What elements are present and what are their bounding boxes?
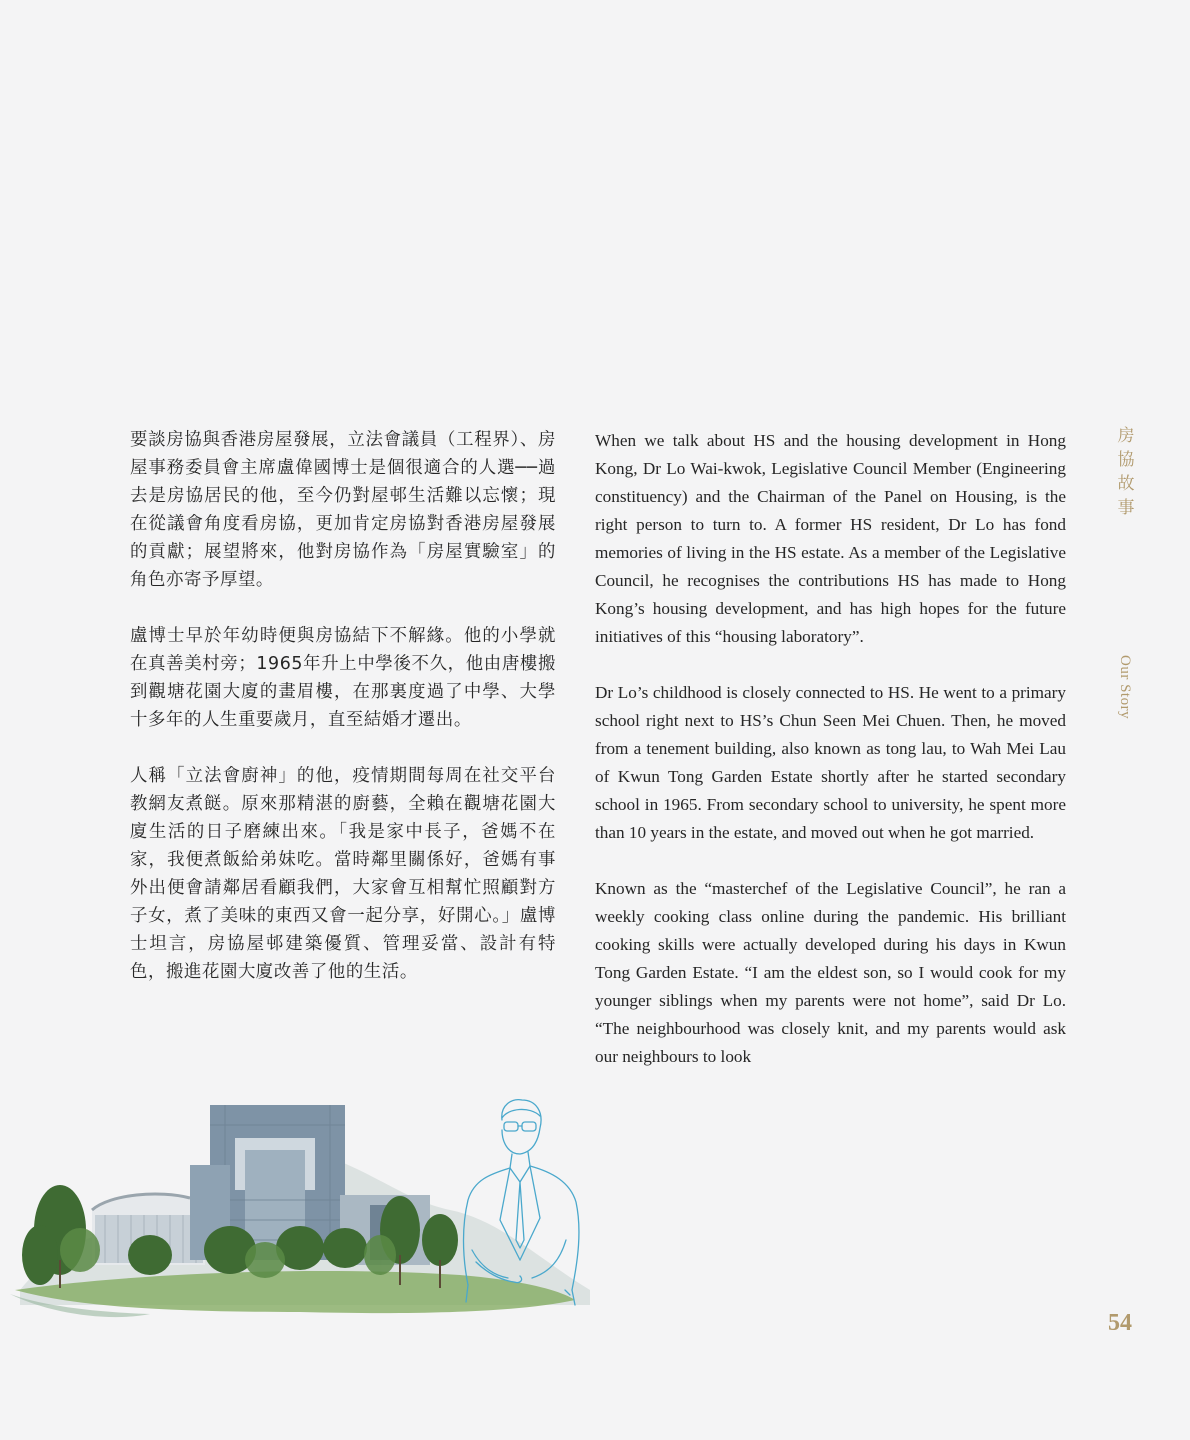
en-paragraph-2: Dr Lo’s childhood is closely connected to HS. He went to a primary school right next to HS’s Chun Seen Mei Chuen. Then, he moved from a tenement building, also known as tong lau, to Wah Mei Lau of Kwun Tong Garden Estate shortly after he started secondary school in 1965. From secondary school to university, he spent more than 10 years in the estate, and moved out when he got married.	[595, 683, 1066, 842]
zh-paragraph-1: 要談房協與香港房屋發展，立法會議員（工程界）、房屋事務委員會主席盧偉國博士是個很適合的人選──過去是房協居民的他，至今仍對屋邨生活難以忘懷；現在從議會角度看房協，更加肯定房協對香港房屋發展的貢獻；展望將來，他對房協作為「房屋實驗室」的角色亦寄予厚望。	[130, 430, 556, 590]
zh-paragraph-2: 盧博士早於年幼時便與房協結下不解緣。他的小學就在真善美村旁；1965年升上中學後不久，他由唐樓搬到觀塘花園大廈的畫眉樓，在那裏度過了中學、大學十多年的人生重要歲月，直至結婚才遷出。	[130, 626, 556, 730]
zh-paragraph-3: 人稱「立法會廚神」的他，疫情期間每周在社交平台教網友煮餸。原來那精湛的廚藝，全賴在觀塘花園大廈生活的日子磨練出來。「我是家中長子，爸媽不在家，我便煮飯給弟妹吃。當時鄰里關係好，爸媽有事外出便會請鄰居看顧我們，大家會互相幫忙照顧對方子女，煮了美味的東西又會一起分享，好開心。」盧博士坦言，房協屋邨建築優質、管理妥當、設計有特色，搬進花園大廈改善了他的生活。	[130, 766, 556, 982]
legco-building-illustration	[0, 1090, 600, 1330]
en-paragraph-3: Known as the “masterchef of the Legislative Council”, he ran a weekly cooking class online during the pandemic. His brilliant cooking skills were actually developed during his days in Kwun Tong Garden Estate. “I am the eldest son, so I would cook for my younger siblings when my parents were not home”, said Dr Lo. “The neighbourhood was closely knit, and my parents would ask our neighbours to look	[595, 879, 1066, 1066]
chinese-text-column	[130, 426, 556, 1014]
english-text-column	[595, 427, 1066, 1099]
section-label-chinese: 房協故事	[1117, 426, 1135, 518]
section-label-english: Our Story	[1117, 655, 1133, 720]
page-number: 54	[1108, 1310, 1132, 1336]
en-paragraph-1: When we talk about HS and the housing development in Hong Kong, Dr Lo Wai-kwok, Legislative Council Member (Engineering constituency) and the Chairman of the Panel on Housing, is the right person to turn to. A former HS resident, Dr Lo has fond memories of living in the HS estate. As a member of the Legislative Council, he recognises the contributions HS has made to Hong Kong’s housing development, and has high hopes for the future initiatives of this “housing laboratory”.	[595, 431, 1066, 646]
